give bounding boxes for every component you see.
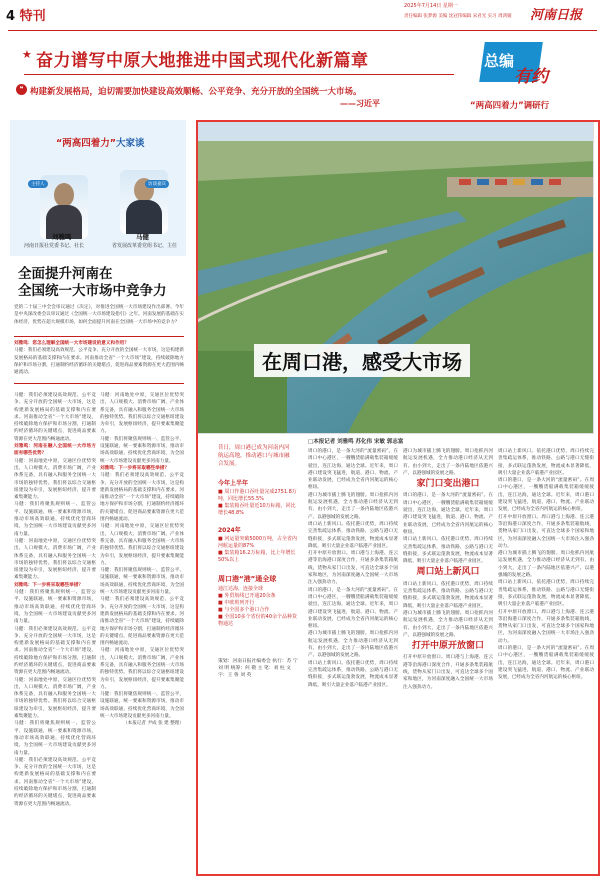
route-item: ■ 全国10多个省份的40余个品种货物通达 (218, 614, 298, 627)
guest-role: 省发展改革委党组书记、主任 (112, 243, 178, 249)
stats-title: 今年上半年 (218, 480, 249, 487)
feature-column-3: 周口站上新风口。依托港口优势，周口持续完善集疏运体系，推动铁路、公路与港口无缝衔接，多式联运蓬勃发展，物流成本显著降低，吸引大量企业落户临港产业园区。 周口的港口，是一条大河的“流量密码”。在周口中心港区，一艘艘货船满载集装箱缓缓驶出，连江达海，通达全球。近年来，周口港口建设突飞猛进，航道、港口、物流、产业联动发展，已经成为全省内河航运的核心枢纽。 打开中原开放窗口。周口港与上海港、连云港等沿海港口深度合作，开通多条集装箱航线，货物从家门口出发，可直达全球多个国家和地区，为河南深度融入全国统一大市场注入强劲动力。 港口为城市插上腾飞的翅膀。周口抢抓内河航运发展机遇，全力推动港口经济从无到有、由小到大，走出了一条内陆地区依港兴产、以港强城的发展之路。 周口站上新风口。依托港口优势，周口持续完善集疏运体系，推动铁路、公路与港口无缝衔接，多式联运蓬勃发展，物流成本显著降低，吸引大量企业落户临港产业园区。 打开中原开放窗口。周口港与上海港、连云港等沿海港口深度合作，开通多条集装箱航线，货物从家门口出发，可直达全球多个国家和地区，为河南深度融入全国统一大市场注入强劲动力。 周口的港口，是一条大河的“流量密码”。在周口中心港区，一艘艘货船满载集装箱缓缓驶出，连江达海，通达全球。近年来，周口港口建设突飞猛进，航道、港口、物流、产业联动发展，已经成为全省内河航运的核心枢纽。 (498, 449, 594, 681)
banner-divider (24, 74, 454, 75)
newspaper-logo: 河南日报 (530, 8, 583, 23)
routes-title: 周口港“港”通全球 (218, 575, 277, 583)
quote-icon: ❝ (16, 84, 27, 95)
stat-item: ■ 周口作港口吞吐量完成2751.8万吨，同比增长55.5% (218, 489, 297, 502)
section-heading-3: 打开中原开放窗口 (411, 641, 484, 652)
article-column-2: 马健：河南地处中原，交通区位优势突出，人口规模大、消费市场广阔，产业体系完备，具有融入和服务全国统一大市场的独特优势。我们将以综合交通枢纽建设为牵引，发展枢纽经济，提升要素集聚能力。 马健：我们将聚焦规则统一、监管公平、设施联通，统一要素和资源市场，推动市场高效联通，持续优化营商环境，为全国统一大市场建设贡献更多河南力量。 刘雅鸣：下一步将采取哪些举措？ 马健：我们必须建设高效规范、公平竞争、充分开放的全国统一大市场，这是构建新发展格局的基础支撑和内在要求。河南推动全省“一个大市场”建设，持续破除地方保护和市场分割，打通制约经济循环的关键堵点，促进商品要素资源在更大范围内畅通流动。 马健：河南地处中原，交通区位优势突出，人口规模大、消费市场广阔，产业体系完备，具有融入和服务全国统一大市场的独特优势。我们将以综合交通枢纽建设为牵引，发展枢纽经济，提升要素集聚能力。 马健：我们将聚焦规则统一、监管公平、设施联通，统一要素和资源市场，推动市场高效联通，持续优化营商环境，为全国统一大市场建设贡献更多河南力量。 马健：我们必须建设高效规范、公平竞争、充分开放的全国统一大市场，这是构建新发展格局的基础支撑和内在要求。河南推动全省“一个大市场”建设，持续破除地方保护和市场分割，打通制约经济循环的关键堵点，促进商品要素资源在更大范围内畅通流动。 马健：河南地处中原，交通区位优势突出，人口规模大、消费市场广阔，产业体系完备，具有融入和服务全国统一大市场的独特优势。我们将以综合交通枢纽建设为牵引，发展枢纽经济，提升要素集聚能力。 马健：我们将聚焦规则统一、监管公平、设施联通，统一要素和资源市场，推动市场高效联通，持续优化营商环境，为全国统一大市场建设贡献更多河南力量。 （本报记者 尹成 张 建 整理） (100, 393, 184, 727)
date-line: 2025年7月14日 星期一 (404, 3, 458, 9)
route-item: ■ 中欧班列开行 (218, 600, 255, 606)
editors-line: 责任编辑 张梦源 美编 沈冠伟编辑 宋君光 实习 周鸿媛 (404, 14, 512, 19)
section-heading-1: 家门口变出港口 (416, 479, 480, 490)
feature-column-2: 港口为城市插上腾飞的翅膀。周口抢抓内河航运发展机遇，全力推动港口经济从无到有、由小到大，走出了一条内陆地区依港兴产、以港强城的发展之路。 家门口变出港口 周口的港口，是一条大河的“流量密码”。在周口中心港区，一艘艘货船满载集装箱缓缓驶出，连江达海，通达全球。近年来，周口港口建设突飞猛进，航道、港口、物流、产业联动发展，已经成为全省内河航运的核心枢纽。 周口站上新风口。依托港口优势，周口持续完善集疏运体系，推动铁路、公路与港口无缝衔接，多式联运蓬勃发展，物流成本显著降低，吸引大量企业落户临港产业园区。 周口站上新风口 周口站上新风口。依托港口优势，周口持续完善集疏运体系，推动铁路、公路与港口无缝衔接，多式联运蓬勃发展，物流成本显著降低，吸引大量企业落户临港产业园区。 港口为城市插上腾飞的翅膀。周口抢抓内河航运发展机遇，全力推动港口经济从无到有、由小到大，走出了一条内陆地区依港兴产、以港强城的发展之路。 打开中原开放窗口 打开中原开放窗口。周口港与上海港、连云港等沿海港口深度合作，开通多条集装箱航线，货物从家门口出发，可直达全球多个国家和地区，为河南深度融入全国统一大市场注入强劲动力。 (403, 449, 493, 690)
byline: □本报记者 刘雅鸣 苏化伟 宋敏 郭志富 (308, 439, 404, 445)
page-number: 4 特刊 (6, 9, 46, 24)
route-item: ■ 外贸航线已开通20余条 (218, 593, 276, 599)
feature-headline: 在周口港，感受大市场 (254, 344, 470, 377)
highlight-frame (196, 120, 600, 876)
host-tag: 主持人 (28, 180, 48, 188)
answer-1: 马健：我们必须建设高效规范、公平竞争、充分开放的全国统一大市场，这是构建新发展格局的基础支撑和内在要求。河南推动全省“一个大市场”建设，持续破除地方保护和市场分割，打通制约经济循环的关键堵点，促进商品要素资源在更大范围内畅通流动。 (14, 348, 184, 376)
article-intro: 党的二十届三中全会审议通过《决定》，对推进全国统一大市场建设作出部署。今年是中央深改委会议审议通过《全国统一大市场建设指引》之年。河南发展的基础在实体经济，优势在超大规模市场，如何全面提升河南在全国统一大市场中的竞争力？ (14, 305, 184, 325)
host-name: 刘雅鸣 (52, 233, 72, 241)
question-1: 刘雅鸣：您怎么理解全国统一大市场建设的意义和作用？ (14, 341, 129, 346)
article-column-1: 马健：我们必须建设高效规范、公平竞争、充分开放的全国统一大市场，这是构建新发展格局的基础支撑和内在要求。河南推动全省“一个大市场”建设，持续破除地方保护和市场分割，打通制约经济循环的关键堵点，促进商品要素资源在更大范围内畅通流动。 刘雅鸣：河南在融入全国统一大市场方面有哪些优势？ 马健：河南地处中原，交通区位优势突出，人口规模大、消费市场广阔，产业体系完备，具有融入和服务全国统一大市场的独特优势。我们将以综合交通枢纽建设为牵引，发展枢纽经济，提升要素集聚能力。 马健：我们将聚焦规则统一、监管公平、设施联通，统一要素和资源市场，推动市场高效联通，持续优化营商环境，为全国统一大市场建设贡献更多河南力量。 马健：河南地处中原，交通区位优势突出，人口规模大、消费市场广阔，产业体系完备，具有融入和服务全国统一大市场的独特优势。我们将以综合交通枢纽建设为牵引，发展枢纽经济，提升要素集聚能力。 刘雅鸣：下一步将采取哪些举措？ 马健：我们将聚焦规则统一、监管公平、设施联通，统一要素和资源市场，推动市场高效联通，持续优化营商环境，为全国统一大市场建设贡献更多河南力量。 马健：我们必须建设高效规范、公平竞争、充分开放的全国统一大市场，这是构建新发展格局的基础支撑和内在要求。河南推动全省“一个大市场”建设，持续破除地方保护和市场分割，打通制约经济循环的关键堵点，促进商品要素资源在更大范围内畅通流动。 马健：河南地处中原，交通区位优势突出，人口规模大、消费市场广阔，产业体系完备，具有融入和服务全国统一大市场的独特优势。我们将以综合交通枢纽建设为牵引，发展枢纽经济，提升要素集聚能力。 马健：我们将聚焦规则统一、监管公平、设施联通，统一要素和资源市场，推动市场高效联通，持续优化营商环境，为全国统一大市场建设贡献更多河南力量。 马健：我们必须建设高效规范、公平竞争、充分开放的全国统一大市场，这是构建新发展格局的基础支撑和内在要求。河南推动全省“一个大市场”建设，持续破除地方保护和市场分割，打通制约经济循环的关键堵点，促进商品要素资源在更大范围内畅通流动。 (14, 393, 96, 807)
sidebar-intro: 昔日，周口港已成为河南内河航运高地，推动港口与城市融合发展。 (218, 445, 290, 467)
badge-subtitle: “两高四着力”调研行 (470, 101, 550, 111)
route-item: ■ 与全国多个港口合作 (218, 607, 270, 613)
routes-subtitle: 通江达海，连接全球 (218, 586, 264, 592)
stat-item: ■ 集装箱吞吐量近10万标箱，同比增长48.8% (218, 503, 296, 516)
article-headline: 全面提升河南在 全国统一大市场中竞争力 (18, 266, 167, 299)
host-role: 河南日报社党委书记、社长 (24, 243, 85, 249)
guest-tag: 访谈嘉宾 (145, 180, 169, 188)
feature-column-1: 周口的港口，是一条大河的“流量密码”。在周口中心港区，一艘艘货船满载集装箱缓缓驶出，连江达海，通达全球。近年来，周口港口建设突飞猛进，航道、港口、物流、产业联动发展，已经成为全省内河航运的核心枢纽。 港口为城市插上腾飞的翅膀。周口抢抓内河航运发展机遇，全力推动港口经济从无到有、由小到大，走出了一条内陆地区依港兴产、以港强城的发展之路。 周口站上新风口。依托港口优势，周口持续完善集疏运体系，推动铁路、公路与港口无缝衔接，多式联运蓬勃发展，物流成本显著降低，吸引大量企业落户临港产业园区。 打开中原开放窗口。周口港与上海港、连云港等沿海港口深度合作，开通多条集装箱航线，货物从家门口出发，可直达全球多个国家和地区，为河南深度融入全国统一大市场注入强劲动力。 周口的港口，是一条大河的“流量密码”。在周口中心港区，一艘艘货船满载集装箱缓缓驶出，连江达海，通达全球。近年来，周口港口建设突飞猛进，航道、港口、物流、产业联动发展，已经成为全省内河航运的核心枢纽。 港口为城市插上腾飞的翅膀。周口抢抓内河航运发展机遇，全力推动港口经济从无到有、由小到大，走出了一条内陆地区依港兴产、以港强城的发展之路。 周口站上新风口。依托港口优势，周口持续完善集疏运体系，推动铁路、公路与港口无缝衔接，多式联运蓬勃发展，物流成本显著降低，吸引大量企业落户临港产业园区。 (308, 449, 398, 688)
badge-red-text: 有约 (514, 67, 548, 87)
stats-2024-title: 2024年 (218, 527, 241, 534)
intro-box (14, 336, 184, 384)
banner-title: 奋力谱写中原大地推进中国式现代化新篇章 (36, 51, 369, 71)
column-tag: “两高四着力”大家谈 (56, 138, 145, 149)
credits: 策划：河南日报社编委会 执行：苏 宁 刘 明 统筹：何 敬 主 笔：刘 柱 文字：王 鲁 刘 英 (218, 659, 298, 678)
quote-author: ——习近平 (340, 99, 380, 108)
section-heading-2: 周口站上新风口 (416, 567, 480, 578)
star-icon: ★ (22, 48, 32, 61)
stat-item: ■ 集装箱16.2万标箱，比上年增长50%以上 (218, 550, 296, 563)
banner-quote: 构建新发展格局，迫切需要加快建设高效顺畅、公平竞争、充分开放的全国统一大市场。 (30, 87, 362, 97)
guest-name: 马健 (136, 233, 149, 241)
stat-item: ■ 河运量突破5000万吨，占全省内河航运量的87% (218, 536, 298, 549)
badge-blue-text: 总编 (484, 52, 515, 70)
